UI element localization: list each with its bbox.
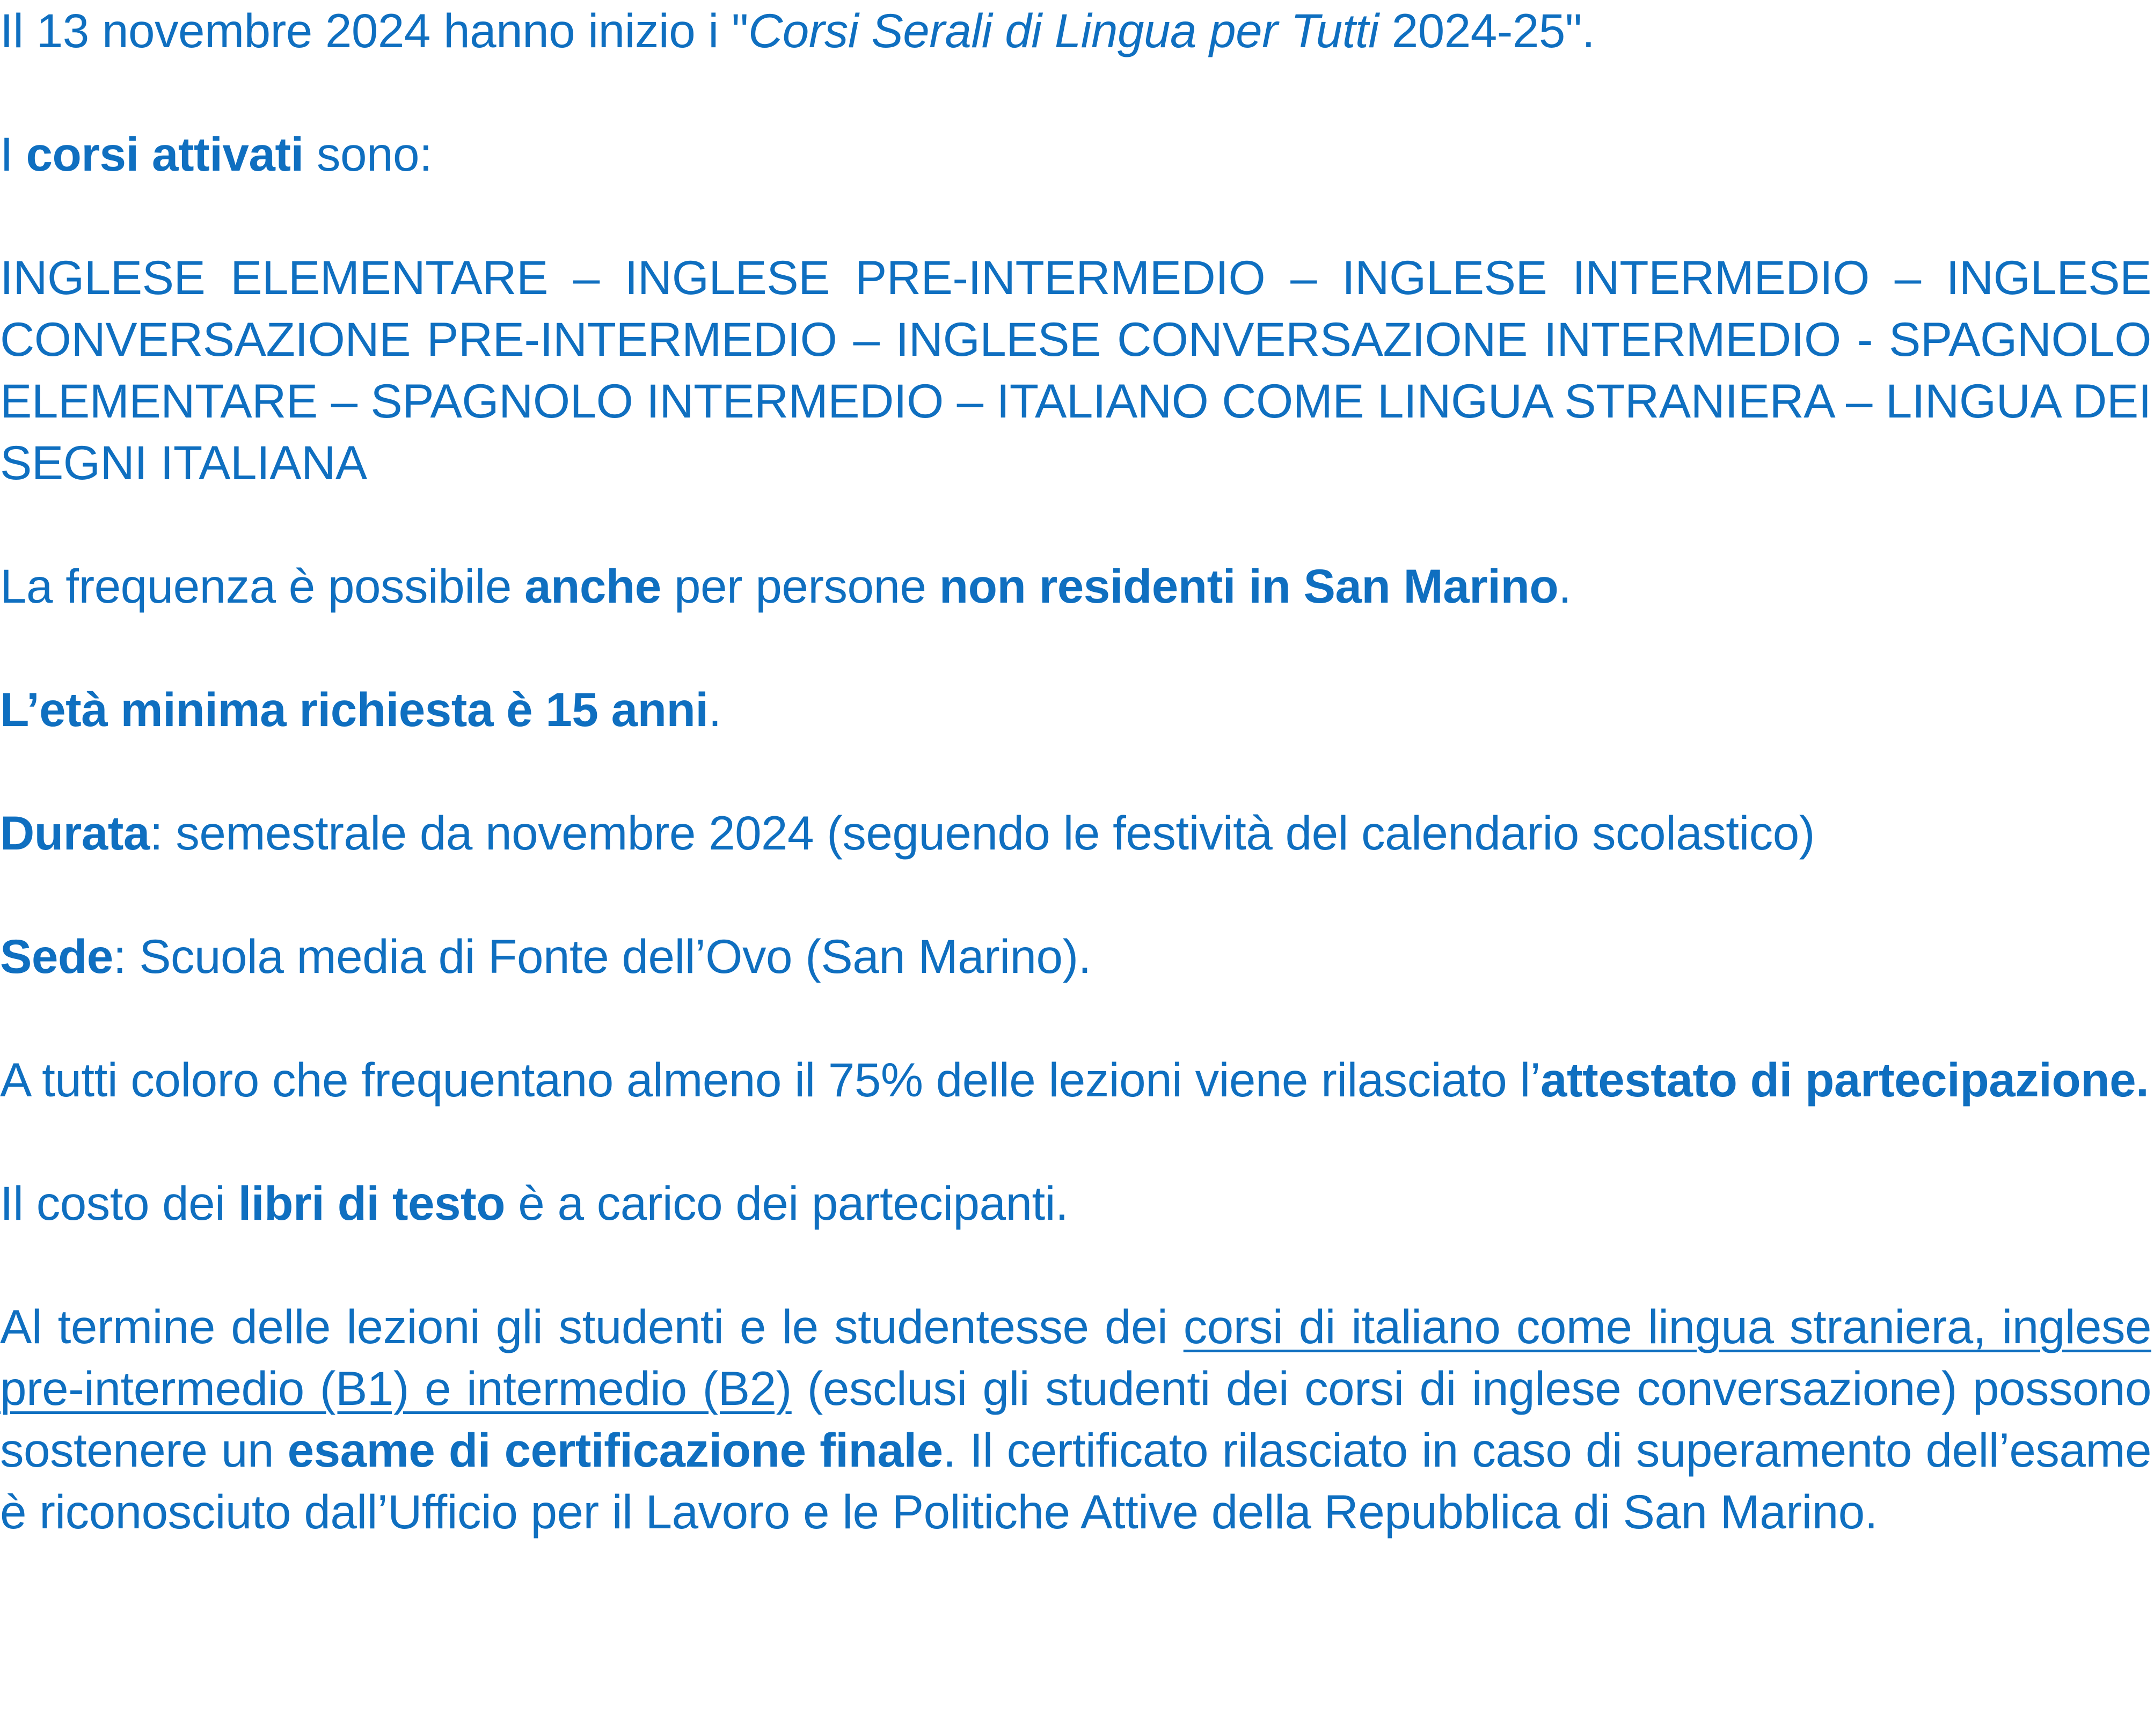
- courses-heading-suffix: sono:: [303, 127, 433, 181]
- attendance-text-2: per persone: [661, 559, 939, 613]
- courses-heading-prefix: I: [0, 127, 26, 181]
- exam-bold: esame di certificazione finale: [287, 1423, 943, 1477]
- spacer: [0, 185, 2151, 247]
- spacer: [0, 494, 2151, 555]
- course-series-title: Corsi Serali di Lingua per Tutti: [748, 4, 1379, 57]
- spacer: [0, 864, 2151, 926]
- location-text: : Scuola media di Fonte dell’Ovo (San Marino).: [113, 929, 1091, 983]
- courses-heading: [0, 123, 2151, 185]
- exam-eligible-courses: corsi di italiano come lingua straniera, inglese pre-intermedio (B1) e intermedio (B2): [0, 1300, 2151, 1415]
- spacer: [0, 617, 2151, 679]
- exam-paragraph: [0, 1296, 2151, 1543]
- spacer: [0, 987, 2151, 1049]
- certificate-paragraph: [0, 1049, 2151, 1111]
- courses-heading-bold: corsi attivati: [26, 127, 304, 181]
- exam-text-3: . Il certificato rilasciato in caso di superamento dell’esame è riconosciuto dall’Ufficio per il Lavoro e le Politiche Attive della Repubblica di San Marino.: [0, 1423, 2151, 1539]
- spacer: [0, 62, 2151, 123]
- attendance-text-3: .: [1558, 559, 1572, 613]
- certificate-bold: attestato di partecipazione.: [1540, 1053, 2149, 1107]
- location-paragraph: [0, 926, 2151, 987]
- duration-text: : semestrale da novembre 2024 (seguendo le festività del calendario scolastico): [149, 806, 1815, 860]
- spacer: [0, 1111, 2151, 1173]
- attendance-bold-1: anche: [524, 559, 661, 613]
- age-suffix: .: [708, 683, 721, 736]
- books-paragraph: [0, 1173, 2151, 1234]
- attendance-bold-2: non residenti in San Marino: [939, 559, 1559, 613]
- age-requirement: L’età minima richiesta è 15 anni: [0, 683, 709, 736]
- spacer: [0, 1234, 2151, 1296]
- age-paragraph: [0, 679, 2151, 741]
- exam-text-1: Al termine delle lezioni gli studenti e le studentesse dei: [0, 1300, 1184, 1353]
- attendance-text-1: La frequenza è possibile: [0, 559, 525, 613]
- intro-prefix: Il 13 novembre 2024 hanno inizio i ": [0, 4, 749, 57]
- certificate-text: A tutti coloro che frequentano almeno il 75% delle lezioni viene rilasciato l’: [0, 1053, 1541, 1107]
- duration-label: Durata: [0, 806, 150, 860]
- courses-list: INGLESE ELEMENTARE – INGLESE PRE-INTERMEDIO – INGLESE INTERMEDIO – INGLESE CONVERSAZIONE PRE-INTERMEDIO – INGLESE CONVERSAZIONE INTERMEDIO - SPAGNOLO ELEMENTARE – SPAGNOLO INTERMEDIO – ITALIANO COME LINGUA STRANIERA – LINGUA DEI SEGNI ITALIANA: [0, 251, 2151, 489]
- attendance-paragraph: [0, 555, 2151, 617]
- intro-suffix: 2024-25".: [1378, 4, 1595, 57]
- books-text-1: Il costo dei: [0, 1176, 238, 1230]
- intro-paragraph: [0, 0, 2151, 62]
- duration-paragraph: [0, 802, 2151, 864]
- books-bold: libri di testo: [238, 1176, 506, 1230]
- exam-text-2: (esclusi gli studenti dei corsi di inglese conversazione) possono sostenere un: [0, 1361, 2151, 1477]
- location-label: Sede: [0, 929, 113, 983]
- spacer: [0, 741, 2151, 802]
- books-text-2: è a carico dei partecipanti.: [505, 1176, 1069, 1230]
